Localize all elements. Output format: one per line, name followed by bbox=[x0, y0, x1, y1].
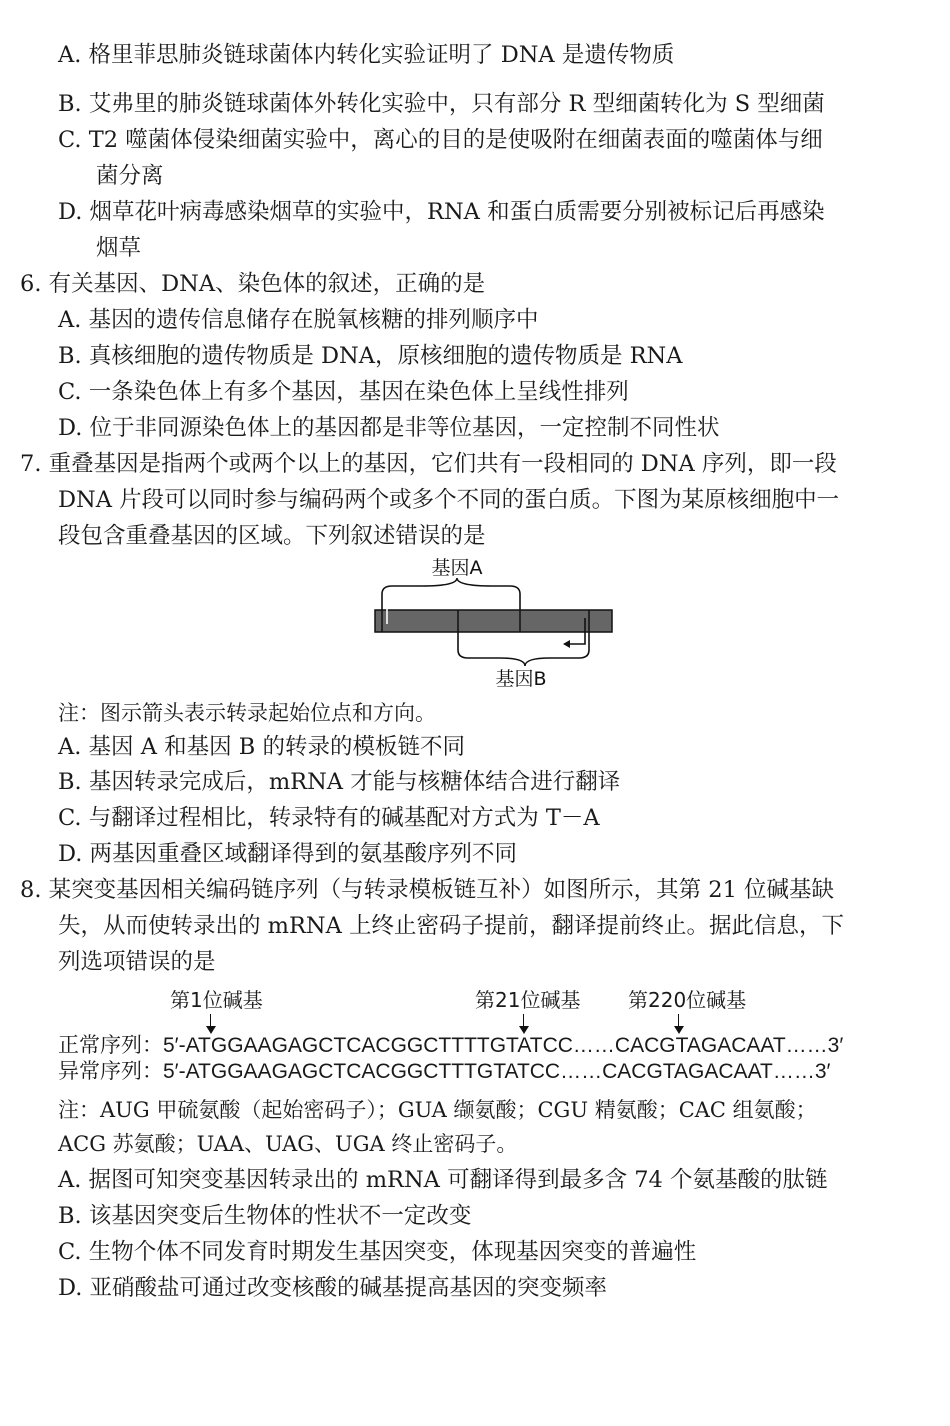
gene-a-arrow-head bbox=[406, 596, 413, 604]
q8-option-b: B. 该基因突变后生物体的性状不一定改变 bbox=[58, 1203, 472, 1229]
q6-option-a: A. 基因的遗传信息储存在脱氧核糖的排列顺序中 bbox=[58, 307, 539, 333]
gene-b-arrow-head bbox=[563, 640, 570, 648]
q8-option-d: D. 亚硝酸盐可通过改变核酸的碱基提高基因的突变频率 bbox=[58, 1275, 608, 1301]
overlapping-gene-diagram bbox=[360, 552, 630, 692]
pos220-arrow bbox=[678, 1014, 679, 1032]
gene-a-bracket bbox=[382, 578, 520, 610]
q7-stem-line2: DNA 片段可以同时参与编码两个或多个不同的蛋白质。下图为某原核细胞中一 bbox=[58, 487, 840, 513]
cut-off-text: A. 格里菲思肺炎链球菌体内转化实验证明了 DNA 是遗传物质 bbox=[58, 42, 675, 68]
pos1-label: 第1位碱基 bbox=[170, 988, 263, 1012]
q7-option-c: C. 与翻译过程相比，转录特有的碱基配对方式为 T－A bbox=[58, 805, 600, 831]
dna-strand bbox=[375, 610, 612, 632]
q7-option-d: D. 两基因重叠区域翻译得到的氨基酸序列不同 bbox=[58, 841, 518, 867]
gene-b-bracket bbox=[458, 632, 589, 666]
pos1-arrow bbox=[210, 1014, 211, 1032]
q8-stem-line2: 失，从而使转录出的 mRNA 上终止密码子提前，翻译提前终止。据此信息，下 bbox=[58, 913, 845, 939]
normal-sequence: 正常序列：5′-ATGGAAGAGCTCACGGCTTTTGTATCC……CACGTAGACAAT……3′ bbox=[58, 1034, 844, 1057]
q8-stem-line1: 8. 某突变基因相关编码链序列（与转录模板链互补）如图所示，其第 21 位碱基缺 bbox=[20, 877, 835, 903]
q8-note-line1: 注：AUG 甲硫氨酸（起始密码子）；GUA 缬氨酸；CGU 精氨酸；CAC 组氨酸； bbox=[58, 1098, 817, 1122]
pos220-label: 第220位碱基 bbox=[628, 988, 747, 1012]
q7-stem-line1: 7. 重叠基因是指两个或两个以上的基因，它们共有一段相同的 DNA 序列，即一段 bbox=[20, 451, 837, 477]
gene-b-label: 基因B bbox=[495, 668, 547, 690]
q7-option-a: A. 基因 A 和基因 B 的转录的模板链不同 bbox=[58, 734, 465, 760]
abnormal-sequence: 异常序列：5′-ATGGAAGAGCTCACGGCTTTGTATCC……CACGTAGACAAT……3′ bbox=[58, 1060, 831, 1083]
q5-option-c-line1: C. T2 噬菌体侵染细菌实验中，离心的目的是使吸附在细菌表面的噬菌体与细 bbox=[58, 127, 823, 153]
q7-stem-line3: 段包含重叠基因的区域。下列叙述错误的是 bbox=[58, 523, 486, 549]
q8-option-a: A. 据图可知突变基因转录出的 mRNA 可翻译得到最多含 74 个氨基酸的肽链 bbox=[58, 1167, 828, 1193]
q6-option-d: D. 位于非同源染色体上的基因都是非等位基因，一定控制不同性状 bbox=[58, 415, 720, 441]
gene-a-label: 基因A bbox=[431, 557, 483, 579]
pos21-label: 第21位碱基 bbox=[475, 988, 581, 1012]
q6-option-b: B. 真核细胞的遗传物质是 DNA，原核细胞的遗传物质是 RNA bbox=[58, 343, 683, 369]
q6-stem: 6. 有关基因、DNA、染色体的叙述，正确的是 bbox=[20, 271, 486, 297]
q5-option-d-line1: D. 烟草花叶病毒感染烟草的实验中，RNA 和蛋白质需要分别被标记后再感染 bbox=[58, 199, 825, 225]
cut-off-option-a bbox=[58, 42, 878, 80]
pos21-arrow bbox=[523, 1014, 524, 1032]
q5-option-b: B. 艾弗里的肺炎链球菌体外转化实验中，只有部分 R 型细菌转化为 S 型细菌 bbox=[58, 91, 825, 117]
q7-figure-note: 注：图示箭头表示转录起始位点和方向。 bbox=[58, 701, 436, 725]
q5-option-c-line2: 菌分离 bbox=[96, 163, 164, 189]
q7-option-b: B. 基因转录完成后，mRNA 才能与核糖体结合进行翻译 bbox=[58, 769, 621, 795]
q8-note-line2: ACG 苏氨酸；UAA、UAG、UGA 终止密码子。 bbox=[58, 1132, 518, 1156]
q6-option-c: C. 一条染色体上有多个基因，基因在染色体上呈线性排列 bbox=[58, 379, 629, 405]
q8-stem-line3: 列选项错误的是 bbox=[58, 949, 216, 975]
q5-option-d-line2: 烟草 bbox=[96, 235, 142, 261]
q8-option-c: C. 生物个体不同发育时期发生基因突变，体现基因突变的普遍性 bbox=[58, 1239, 697, 1265]
